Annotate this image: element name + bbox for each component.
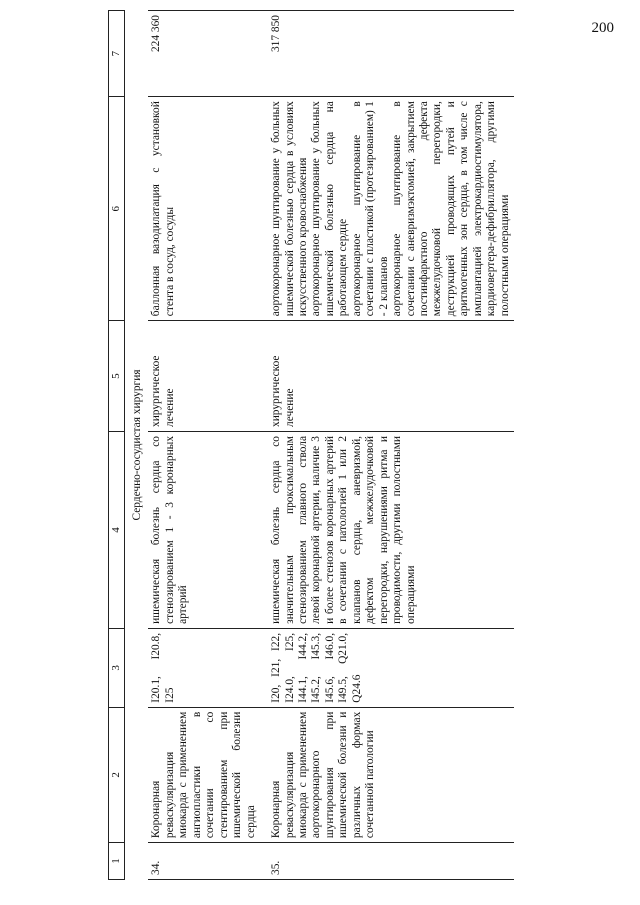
section-title: Сердечно-сосудистая хирургия: [130, 369, 143, 521]
method-item: аортокоронарное шунтирование у больных ишемической болезнью сердца в условиях искусственного кровоснабжения: [270, 101, 309, 317]
column-header: 1: [109, 843, 125, 880]
header-row: [109, 11, 125, 880]
diagnosis: ишемическая болезнь сердца со значительным проксимальным стенозированием главного ствола левой коронарной артерии, наличие 3 и более стенозов коронарных артерий в сочетании с патологией 1 или 2 клапанов сердца, аневризмой, дефектом межжелудочковой перегородки, нарушениями ритма и проводимости, другими полостными операциями: [260, 431, 514, 628]
column-header: 7: [109, 11, 125, 97]
cost: 224 360: [148, 11, 260, 97]
treatment-type: хирургическое лечение: [148, 321, 260, 432]
method-item: аортокоронарное шунтирование в сочетании с аневризмэктомией, закрытием постинфарктного дефекта межжелудочковой перегородки, деструкцией проводящих путей и аритмогенных зон сердца, в том числе с имплантацией электрокардиостимулятора, кардиовертера-дефибриллятора, другими полостными операциями: [391, 101, 511, 317]
icd-codes: I20.1, I20.8, I25: [148, 628, 260, 707]
rotated-table-page: [108, 10, 628, 880]
method-item: аортокоронарное шунтирование в сочетании с пластикой (протезированием) 1 - 2 клапанов: [350, 101, 390, 317]
column-header: 4: [109, 431, 125, 628]
cost: 317 850: [260, 11, 514, 97]
treatment-type: хирургическое лечение: [260, 321, 514, 432]
service-name: Коронарная реваскуляризация миокарда с применением аортокоронарного шунтирования при ишемической болезни и различных формах сочетанной патологии: [260, 707, 514, 842]
icd-codes: I20, I21, I22, I24.0, I25, I44.1, I44.2, I45.2, I45.3, I45.6, I46.0, I49.5, Q21.0, Q24.6: [260, 628, 514, 707]
treatment-method: [260, 97, 514, 321]
treatment-method: баллонная вазодилатация с установкой стента в сосуд, сосуды: [148, 97, 260, 321]
table-row: [148, 11, 260, 880]
column-header: 6: [109, 97, 125, 321]
section-row: [124, 11, 148, 880]
page-number: 200: [591, 20, 614, 36]
column-header: 2: [109, 707, 125, 842]
row-number: 34.: [148, 843, 260, 880]
services-table: [108, 10, 514, 880]
column-header: 3: [109, 628, 125, 707]
method-item: аортокоронарное шунтирование у больных ишемической болезнью сердца на работающем сердце: [310, 101, 350, 317]
diagnosis: ишемическая болезнь сердца со стенозированием 1 - 3 коронарных артерий: [148, 431, 260, 628]
service-name: Коронарная реваскуляризация миокарда с применением ангиопластики в сочетании со стентированием при ишемической болезни сердца: [148, 707, 260, 842]
row-number: 35.: [260, 843, 514, 880]
column-header: 5: [109, 321, 125, 432]
table-row: [260, 11, 514, 880]
